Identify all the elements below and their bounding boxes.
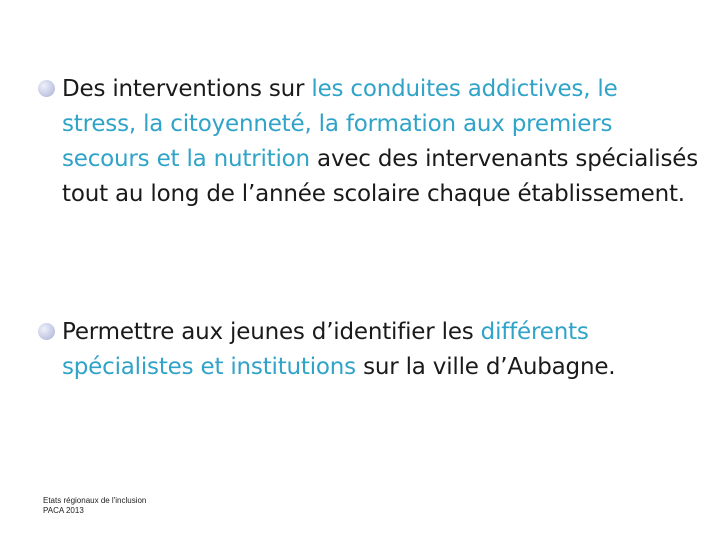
bullet-item-interventions (38, 72, 698, 212)
highlighted-text-segment: différents spécialistes et institutions (62, 319, 589, 380)
bullet-dot-icon (38, 323, 55, 340)
footer-caption (43, 496, 146, 516)
text-segment: sur la ville d’Aubagne. (355, 354, 616, 380)
text-segment: Permettre aux jeunes d’identifier les (62, 319, 481, 345)
bullet-text (62, 72, 698, 212)
text-segment: avec des intervenants spécialisés tout au long de l’année scolaire chaque établissement. (62, 146, 698, 207)
footer-line-2: PACA 2013 (43, 506, 84, 515)
bullet-dot-icon (38, 80, 55, 97)
highlighted-text-segment: les conduites addictives, le stress, la citoyenneté, la formation aux premiers secours et la nutrition (62, 76, 618, 172)
text-segment: Des interventions sur (62, 76, 312, 102)
bullet-item-specialists (38, 315, 698, 385)
footer-line-1: Etats régionaux de l'inclusion (43, 496, 147, 505)
bullet-text (62, 315, 698, 385)
